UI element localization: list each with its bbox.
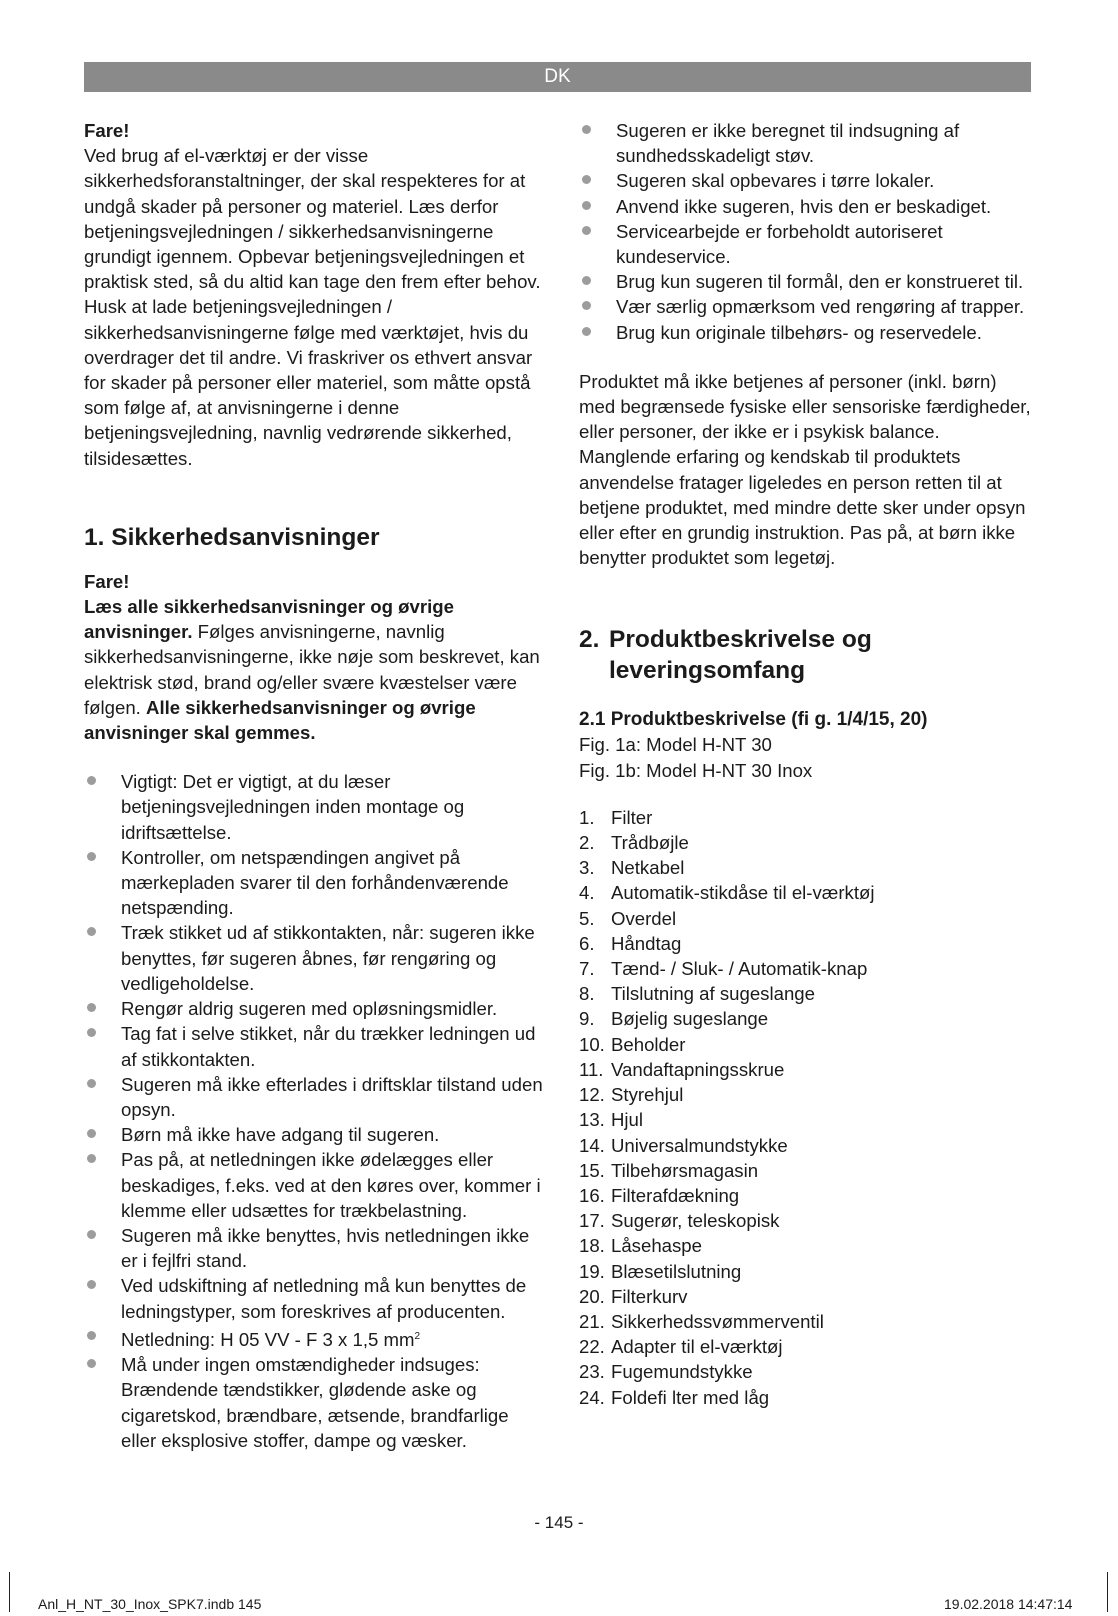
list-item: Servicearbejde er forbeholdt autoriseret kundeservice. [579, 219, 1034, 269]
children-paragraph: Produktet må ikke betjenes af personer (inkl. børn) med begrænsede fysiske eller sensoriske færdigheder, eller personer, der ikke er i psykisk balance. Manglende erfaring og kendskab til produktets anvendelse fratager ligeledes en person retten til at betjene produktet, med mindre dette sker under opsyn eller efter en grundig instruktion. Pas på, at børn ikke benytter produktet som legetøj. [579, 370, 1031, 569]
warning-title-2: Fare! [84, 570, 130, 592]
list-item: Brug kun originale tilbehørs- og reservedele. [579, 320, 1034, 345]
bullet-dot-icon [87, 1129, 96, 1138]
bullet-dot-icon [87, 1154, 96, 1163]
bullet-dot-icon [582, 226, 591, 235]
list-item: 10. Beholder [579, 1033, 686, 1055]
language-label: DK [544, 66, 571, 87]
warning-text-2 [84, 594, 544, 745]
bullet-dot-icon [87, 1331, 96, 1340]
parts-list [579, 805, 1034, 1410]
list-item: Sugeren er ikke beregnet til indsugning af sundhedsskadeligt støv. [579, 118, 1034, 168]
list-item: 9. Bøjelig sugeslange [579, 1008, 769, 1030]
list-item: 14. Universalmundstykke [579, 1134, 788, 1156]
bullet-dot-icon [87, 1003, 96, 1012]
safety-bullet-list-2 [579, 118, 1034, 345]
list-item: Kontroller, om netspændingen angivet på mærkepladen svarer til den forhåndenværende netspænding. [84, 845, 544, 921]
figure-1b-caption: Fig. 1b: Model H-NT 30 Inox [579, 759, 813, 781]
bullet-dot-icon [87, 852, 96, 861]
list-item: 11. Vandaftapningsskrue [579, 1058, 785, 1080]
list-item: Sugeren skal opbevares i tørre lokaler. [579, 168, 1034, 193]
list-item: 22. Adapter til el-værktøj [579, 1336, 783, 1358]
language-header-bar [84, 62, 1031, 92]
list-item: 21. Sikkerhedssvømmerventil [579, 1310, 824, 1332]
list-item: 7. Tænd- / Sluk- / Automatik-knap [579, 958, 868, 980]
bullet-dot-icon [87, 1359, 96, 1368]
list-item: 8. Tilslutning af sugeslange [579, 983, 815, 1005]
bullet-dot-icon [582, 327, 591, 336]
warning-text: Ved brug af el-værktøj er der visse sikkerhedsforanstaltninger, der skal respekteres for at undgå skader på personer og materiel. Læs derfor betjeningsvejledningen / sikkerhedsanvisningerne grundigt igennem. Opbevar betjeningsvejledningen et praktisk sted, så du altid kan tage den frem efter behov. Husk at lade betjeningsvejledningen / sikkerhedsanvisningerne følge med værktøjet, hvis du overdrager det til andre. Vi fraskriver os ethvert ansvar for skader på personer eller materiel, som måtte opstå som følge af, at anvisningerne i denne betjeningsvejledning, navnlig vedrørende sikkerhed, tilsidesættes. [84, 145, 541, 469]
superscript: 2 [414, 1330, 421, 1342]
list-item: 13. Hjul [579, 1109, 644, 1131]
crop-mark-right [1107, 1572, 1108, 1612]
list-item: Må under ingen omstændigheder indsuges: Brændende tændstikker, glødende aske og cigaretskod, brændbare, ætsende, brandfarlige eller eksplosive stoffer, dampe og væsker. [84, 1352, 544, 1453]
bullet-dot-icon [87, 927, 96, 936]
list-item: 6. Håndtag [579, 932, 682, 954]
list-item: Tag fat i selve stikket, når du trækker ledningen ud af stikkontakten. [84, 1021, 544, 1071]
bullet-dot-icon [582, 125, 591, 134]
bullet-dot-icon [582, 175, 591, 184]
subsection-2-1-heading: 2.1 Produktbeskrivelse (fi g. 1/4/15, 20) [579, 709, 928, 731]
list-item: 4. Automatik-stikdåse til el-værktøj [579, 882, 875, 904]
list-item: 19. Blæsetilslutning [579, 1260, 742, 1282]
warning-title: Fare! [84, 120, 130, 141]
list-item: 2. Trådbøjle [579, 832, 689, 854]
list-item: 17. Sugerør, teleskopisk [579, 1210, 780, 1232]
right-column [579, 118, 1034, 1410]
list-item: Anvend ikke sugeren, hvis den er beskadiget. [579, 194, 1034, 219]
list-item: 20. Filterkurv [579, 1285, 688, 1307]
list-item: 15. Tilbehørsmagasin [579, 1159, 759, 1181]
page-number: - 145 - [534, 1513, 584, 1532]
crop-mark-left [9, 1572, 10, 1612]
list-item: Træk stikket ud af stikkontakten, når: sugeren ikke benyttes, før sugeren åbnes, før rengøring og vedligeholdelse. [84, 920, 544, 996]
list-item: Ved udskiftning af netledning må kun benyttes de ledningstyper, som foreskrives af producenten. [84, 1273, 544, 1323]
bullet-dot-icon [582, 276, 591, 285]
list-item: Sugeren må ikke benyttes, hvis netledningen ikke er i fejlfri stand. [84, 1223, 544, 1273]
warning-bold-2: Alle sikkerhedsanvisninger og øvrige anvisninger skal gemmes. [84, 696, 476, 744]
list-item: 12. Styrehjul [579, 1084, 684, 1106]
safety-bullet-list [84, 769, 544, 1453]
bullet-dot-icon [87, 1079, 96, 1088]
bullet-dot-icon [87, 1028, 96, 1037]
list-item: Børn må ikke have adgang til sugeren. [84, 1122, 544, 1147]
section-2-heading [579, 624, 1034, 686]
bullet-dot-icon [582, 201, 591, 210]
section-1-heading: 1. Sikkerhedsanvisninger [84, 523, 380, 551]
bullet-dot-icon [87, 1230, 96, 1239]
list-item: 3. Netkabel [579, 857, 685, 879]
list-item: 18. Låsehaspe [579, 1235, 702, 1257]
figure-1a-caption: Fig. 1a: Model H-NT 30 [579, 734, 772, 756]
list-item: 16. Filterafdækning [579, 1184, 740, 1206]
list-item: Vær særlig opmærksom ved rengøring af trapper. [579, 294, 1034, 319]
bullet-dot-icon [582, 301, 591, 310]
bullet-dot-icon [87, 1280, 96, 1289]
list-item: Vigtigt: Det er vigtigt, at du læser betjeningsvejledningen inden montage og idriftsættelse. [84, 769, 544, 845]
left-column [84, 118, 544, 1453]
footer-timestamp: 19.02.2018 14:47:14 [944, 1596, 1073, 1612]
list-item: 23. Fugemundstykke [579, 1361, 753, 1383]
warning-bold-1: Læs alle sikkerhedsanvisninger og øvrige anvisninger. [84, 596, 454, 643]
list-item: Netledning: H 05 VV - F 3 x 1,5 $mm^2$ [84, 1324, 544, 1352]
section-2-number: 2. [579, 626, 600, 654]
warning-body: Følges anvisningerne, navnlig sikkerhedsanvisningerne, ikke nøje som beskrevet, kan elektrisk stød, brand og/eller svære kvæstelser være følgen. [84, 621, 540, 718]
section-2-title: Produktbeskrivelse og leveringsomfang [609, 626, 872, 685]
list-item: 5. Overdel [579, 907, 677, 929]
list-item: 24. Foldefi lter med låg [579, 1386, 770, 1408]
list-item: 1. Filter [579, 806, 653, 828]
list-item: Rengør aldrig sugeren med opløsningsmidler. [84, 996, 544, 1021]
list-item: Pas på, at netledningen ikke ødelægges eller beskadiges, f.eks. ved at den køres over, kommer i klemme eller udsættes for trækbelastning. [84, 1147, 544, 1223]
list-item: Brug kun sugeren til formål, den er konstrueret til. [579, 269, 1034, 294]
footer-filename: Anl_H_NT_30_Inox_SPK7.indb 145 [38, 1596, 262, 1612]
list-item: Sugeren må ikke efterlades i driftsklar tilstand uden opsyn. [84, 1072, 544, 1122]
bullet-dot-icon [87, 776, 96, 785]
